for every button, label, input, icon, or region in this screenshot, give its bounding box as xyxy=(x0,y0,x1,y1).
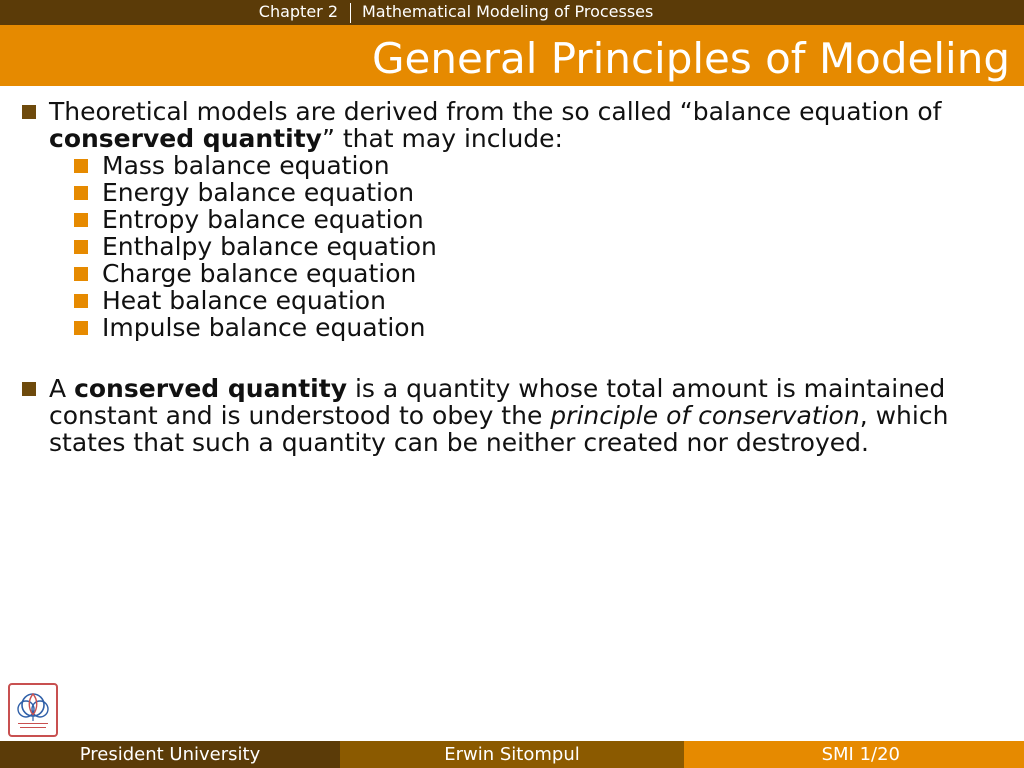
footer-page-info xyxy=(684,741,1024,768)
square-bullet-icon xyxy=(74,267,88,281)
list-item xyxy=(74,179,980,206)
list-item xyxy=(74,233,980,260)
list-item-label: Enthalpy balance equation xyxy=(102,232,437,261)
bullet-text-mid: is a quantity whose total amount is maintained constant and is understood to obey the xyxy=(49,374,946,430)
list-item-label: Entropy balance equation xyxy=(102,205,424,234)
footer-institution: President University xyxy=(0,741,340,768)
list-item xyxy=(74,314,980,341)
list-item-label: Impulse balance equation xyxy=(102,313,426,342)
top-header-bar xyxy=(0,0,1024,25)
list-item xyxy=(74,260,980,287)
lotus-emblem-icon xyxy=(10,685,56,735)
balance-equation-list xyxy=(74,152,980,341)
square-bullet-icon xyxy=(74,213,88,227)
list-item-label: Charge balance equation xyxy=(102,259,417,288)
spacer xyxy=(20,341,980,375)
square-bullet-icon xyxy=(22,382,36,396)
bullet-italic-term: principle of conservation xyxy=(550,401,860,430)
square-bullet-icon xyxy=(74,159,88,173)
header-divider xyxy=(350,3,351,23)
bullet-text-before: Theoretical models are derived from the so called “balance equation of xyxy=(49,97,942,126)
chapter-subtitle: Mathematical Modeling of Processes xyxy=(362,2,654,21)
title-bar xyxy=(0,25,1024,86)
bullet-text-after: ” that may include: xyxy=(321,124,563,153)
square-bullet-icon xyxy=(74,321,88,335)
bullet-conserved-quantity xyxy=(20,375,980,456)
chapter-label: Chapter 2 xyxy=(258,2,338,21)
footer-bar xyxy=(0,741,1024,768)
square-bullet-icon xyxy=(74,294,88,308)
slide-content xyxy=(20,98,980,456)
list-item-label: Heat balance equation xyxy=(102,286,386,315)
list-item-label: Energy balance equation xyxy=(102,178,415,207)
footer-author: Erwin Sitompul xyxy=(340,741,684,768)
square-bullet-icon xyxy=(74,240,88,254)
square-bullet-icon xyxy=(74,186,88,200)
bullet-text-after: , which states that such a quantity can be neither created nor destroyed. xyxy=(49,401,949,457)
list-item xyxy=(74,152,980,179)
bullet-bold-term: conserved quantity xyxy=(74,374,347,403)
list-item xyxy=(74,287,980,314)
bullet-bold-term: conserved quantity xyxy=(49,124,322,153)
bullet-text-before: A xyxy=(49,374,75,403)
page-number: SMI 1/20 xyxy=(821,744,900,765)
slide-title: General Principles of Modeling xyxy=(371,34,1010,83)
square-bullet-icon xyxy=(22,105,36,119)
university-logo xyxy=(8,683,58,737)
bullet-theoretical-models xyxy=(20,98,980,152)
list-item xyxy=(74,206,980,233)
list-item-label: Mass balance equation xyxy=(102,151,390,180)
